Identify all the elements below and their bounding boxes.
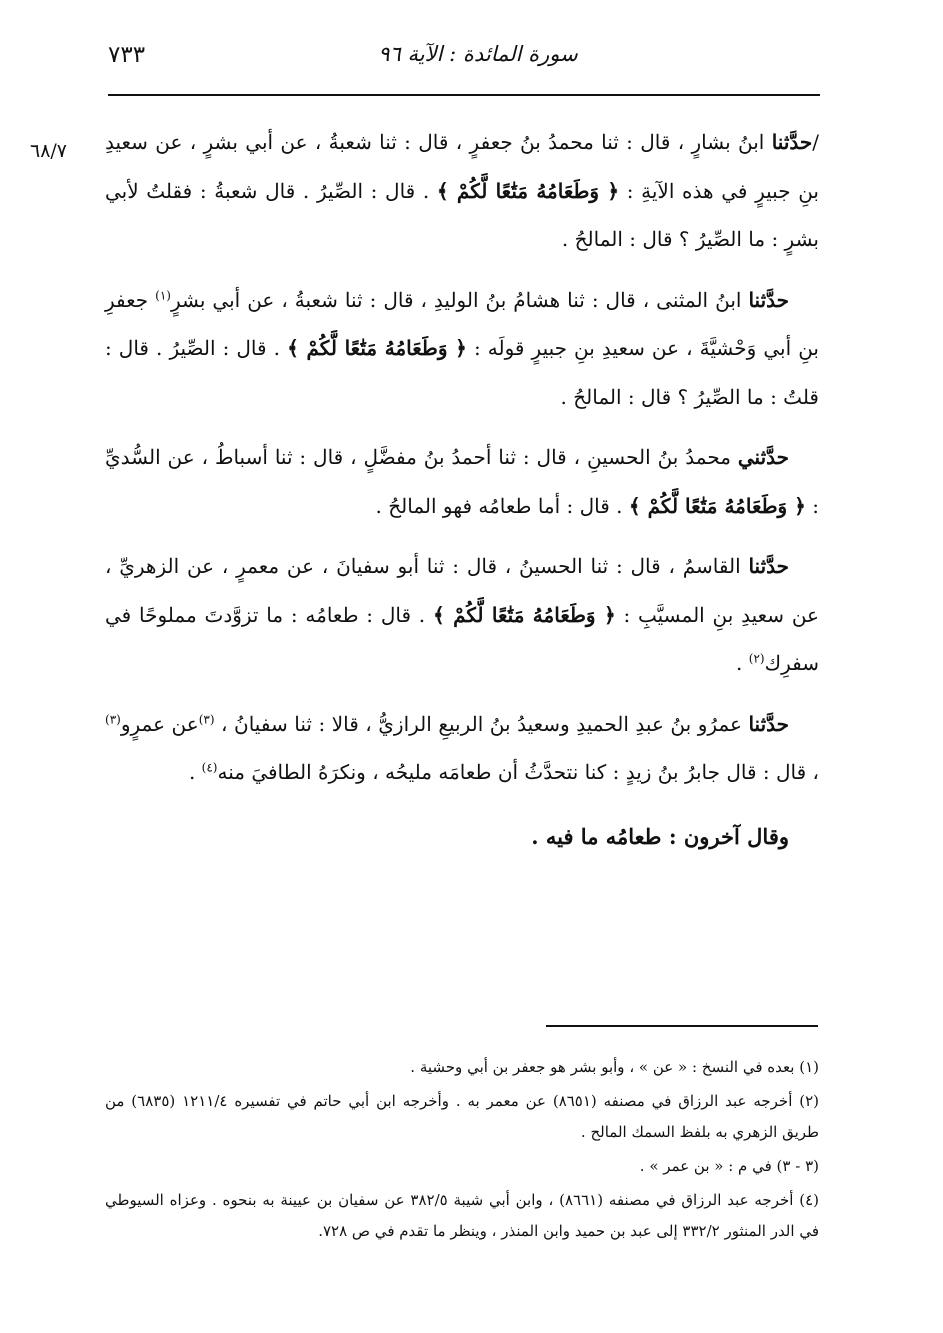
paragraph-text: . قال : طعامُه : ما تزوَّدتَ مملوحًا في سفرِك	[105, 602, 819, 675]
quran-quote: ﴿ وَطَعَامُهُ مَتَٰعًا لَّكُمْ ﴾	[628, 493, 806, 518]
quran-quote: ﴿ وَطَعَامُهُ مَتَٰعًا لَّكُمْ ﴾	[436, 178, 620, 203]
paragraph-text: ابنُ المثنى ، قال : ثنا هشامُ بنُ الوليدِ ، قال : ثنا شعبةُ ، عن أبي بشرٍ	[170, 287, 749, 312]
running-title: سورة المائدة : الآية ٩٦	[378, 42, 578, 66]
paragraph-text: عن عمرٍو	[120, 711, 199, 736]
paragraph-text: ، قال : قال جابرُ بنُ زيدٍ : كنا نتحدَّثُ أن طعامَه مليحُه ، ونكرَهُ الطافيَ منه	[217, 760, 819, 784]
page-number: ٧٣٣	[108, 42, 146, 68]
paragraph-text: محمدُ بنُ الحسينِ ، قال : ثنا أحمدُ بنُ مفضَّلٍ ، قال : ثنا أسباطُ ، عن السُّديِّ :	[105, 445, 819, 518]
header-rule	[108, 94, 820, 96]
footnote-marker[interactable]: (٢)	[748, 651, 765, 666]
footnote-1: (١) بعده في النسخ : « عن » ، وأبو بشر هو جعفر بن أبي وحشية .	[410, 1058, 819, 1076]
paragraph-4	[105, 542, 819, 688]
paragraph-text: ابنُ بشارٍ ، قال : ثنا محمدُ بنُ جعفرٍ ، قال : ثنا شعبةُ ، عن أبي بشرٍ ، عن سعيدِ بنِ جبيرٍ في هذه الآيةِ :	[105, 130, 819, 203]
paragraph-text: . قال : الصِّيرُ . قال شعبةُ : فقلتُ لأبي بشرٍ : ما الصِّيرُ ؟ قال : المالحُ .	[105, 178, 819, 251]
footnote-marker[interactable]: (١)	[155, 287, 171, 302]
paragraph-3	[105, 433, 819, 530]
quran-quote: ﴿ وَطَعَامُهُ مَتَٰعًا لَّكُمْ ﴾	[432, 602, 616, 627]
paragraph-1	[105, 118, 819, 264]
footnotes	[105, 1052, 819, 1250]
footnote-2: (٢) أخرجه عبد الرزاق في مصنفه (٨٦٥١) عن معمر به . وأخرجه ابن أبي حاتم في تفسيره ١٢١١/٤ (٦٨٣٥) من طريق الزهري به بلفظ السمك المالح .	[105, 1092, 820, 1141]
page-break-mark: /	[812, 130, 819, 154]
section-heading: وقال آخرون : طعامُه ما فيه .	[531, 823, 789, 849]
footnote-rule	[546, 1025, 818, 1027]
paragraph-5	[105, 700, 819, 797]
narration-lead: حدَّثنا	[771, 130, 813, 154]
quran-quote: ﴿ وَطَعَامُهُ مَتَٰعًا لَّكُمْ ﴾	[287, 336, 467, 360]
footnote-3: (٣ - ٣) في م : « بن عمر » .	[639, 1157, 819, 1175]
footnote-4: (٤) أخرجه عبد الرزاق في مصنفه (٨٦٦١) ، وابن أبي شيبة ٣٨٢/٥ عن سفيان بن عيينة به بنحوه . وعزاه السيوطي في الدر المنثور ٣٣٢/٢ إلى عبد بن حميد وابن المنذر ، وينظر ما تقدم في ص ٧٢٨.	[105, 1191, 819, 1240]
paragraph-text: عمرُو بنُ عبدِ الحميدِ وسعيدُ بنُ الربيعِ الرازيُّ ، قالا : ثنا سفيانُ ،	[214, 711, 749, 736]
narration-lead: حدَّثني	[737, 445, 789, 469]
margin-reference: ٦٨/٧	[30, 140, 68, 162]
paragraph-text: .	[736, 651, 749, 675]
footnote-marker[interactable]: (٣)	[105, 711, 121, 726]
narration-lead: حدَّثنا	[748, 287, 789, 312]
paragraph-2	[105, 276, 819, 422]
paragraph-text: جعفرِ بنِ أبي وَحْشيَّةَ ، عن سعيدِ بنِ جبيرٍ قولَه :	[105, 287, 819, 360]
narration-lead: حدَّثنا	[748, 711, 789, 736]
footnote-marker[interactable]: (٤)	[201, 760, 218, 775]
paragraph-text: القاسمُ ، قال : ثنا الحسينُ ، قال : ثنا أبو سفيانَ ، عن معمرٍ ، عن الزهريِّ ، عن سعيدِ بنِ المسيَّبِ :	[105, 554, 819, 627]
paragraph-text: . قال : الصِّيرُ . قال : قلتُ : ما الصِّيرُ ؟ قال : المالحُ .	[105, 336, 819, 409]
page-header	[108, 38, 820, 90]
main-text	[105, 118, 819, 882]
paragraph-text: . قال : أما طعامُه فهو المالحُ .	[375, 493, 629, 518]
footnote-marker[interactable]: (٣)	[198, 711, 215, 726]
paragraph-text: .	[188, 760, 202, 784]
narration-lead: حدَّثنا	[748, 554, 789, 578]
